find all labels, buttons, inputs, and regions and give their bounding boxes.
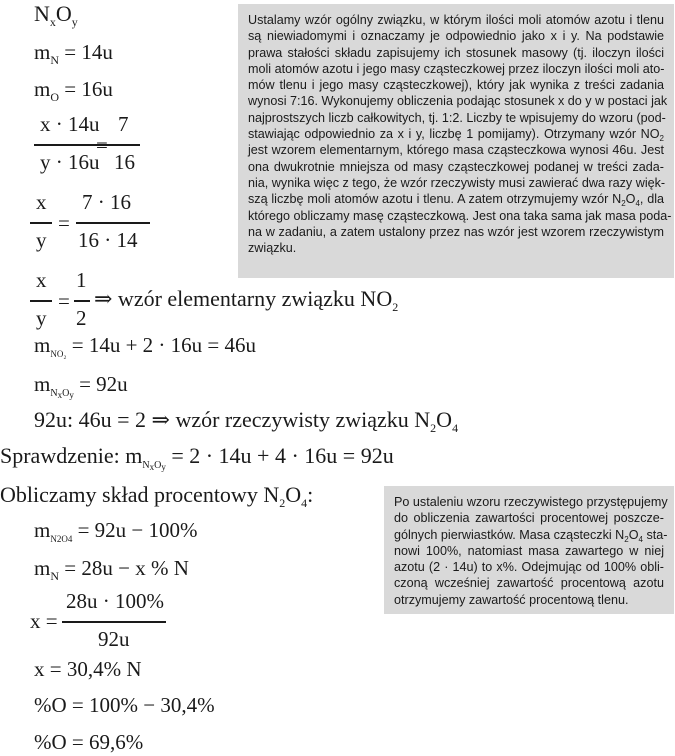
- fraction-bar: [74, 300, 90, 302]
- note-line: wynosi 7:16. Wykonujemy obliczenia podając stosunek x do y w postaci jak: [248, 94, 668, 109]
- formula-n: N: [34, 1, 50, 26]
- sub: 4: [452, 421, 459, 435]
- x-result: x = 30,4% N: [34, 657, 142, 681]
- fraction-numerator: 7: [118, 112, 129, 136]
- fraction-numerator: x: [36, 268, 47, 292]
- equals-sign: =: [58, 211, 70, 235]
- note-line: prawa stałości składu zapisujemy ich stosunek masowy (tj. iloczyn ilości: [248, 45, 664, 60]
- note-text: szą liczbę moli atomów azotu i tlenu. A zatem otrzymujemy wzór N: [248, 192, 622, 207]
- formula-y: y: [71, 15, 78, 29]
- check-prefix: Sprawdzenie: m: [0, 443, 143, 468]
- sub-n: N: [50, 388, 58, 399]
- mass-sub: N: [50, 569, 60, 583]
- note-sub: 4: [635, 199, 640, 209]
- oxygen-result: %O = 69,6%: [34, 730, 144, 754]
- fraction-bar: [76, 222, 150, 224]
- fraction-bar: [30, 222, 52, 224]
- elementary-formula-text: [94, 286, 399, 314]
- note-line: nia, wynika więc z tego, że wzór rzeczywisty musi zawierać dwa razy więk-: [248, 175, 666, 190]
- note-line: [248, 126, 664, 142]
- mass-n2o4-line: [34, 518, 198, 542]
- formula-x: x: [49, 15, 56, 29]
- note-line: ona dwukrotnie mniejsza od masy cząsteczkowej podanej w treści zada-: [248, 159, 664, 174]
- fraction-bar: [30, 300, 52, 302]
- mass-n-pct-line: [34, 556, 189, 583]
- mass-no2-line: [34, 333, 256, 357]
- equals-sign: =: [58, 289, 70, 313]
- colon: :: [307, 482, 314, 507]
- sub-n: N: [142, 460, 150, 471]
- note-sub: 2: [621, 199, 626, 209]
- fraction-numerator: 28u · 100%: [66, 589, 164, 613]
- mass-label: m: [34, 372, 51, 396]
- fraction-bar: [112, 144, 140, 146]
- fraction-denominator: 16: [114, 150, 135, 174]
- sub-x: x: [149, 462, 155, 472]
- formula-o: O: [55, 1, 72, 26]
- fraction-denominator: 2: [76, 306, 87, 330]
- note-line: na w zadaniu, a zatem ustalony przez nas wzór jest wzorem rzeczywistym: [248, 224, 664, 239]
- check-value: = 2 · 14u + 4 · 16u = 92u: [165, 443, 394, 468]
- note-line: związku.: [248, 241, 297, 256]
- note-line: którego obliczamy masę cząsteczkową. Jest ona taka sama jak masa poda-: [248, 208, 672, 223]
- fraction-numerator: 1: [76, 268, 87, 292]
- mass-label: m: [34, 518, 51, 542]
- note-text: gólnych pierwiastków. Masa cząsteczki N: [394, 527, 625, 542]
- fraction-denominator: y: [36, 228, 47, 252]
- elementary-text: ⇒ wzór elementarny związku NO: [94, 286, 393, 311]
- sub-y: y: [69, 390, 74, 400]
- note-line: Po ustaleniu wzoru rzeczywistego przystępujemy: [394, 495, 668, 509]
- mass-o-line: [34, 77, 113, 104]
- mass-sub: N: [50, 53, 60, 67]
- mass-sub: N2O4: [50, 534, 73, 544]
- real-formula-line: [34, 407, 459, 435]
- sub: 2: [279, 496, 286, 510]
- note-line: Ustalamy wzór ogólny związku, w którym ilości moli atomów azotu i tlenu: [248, 13, 664, 27]
- explanation-box-top: [238, 4, 674, 278]
- note-sub: 2: [624, 534, 629, 544]
- note-line: mów tlenu i jego masy cząsteczkowej), który jak wynika z treści zadania: [248, 78, 664, 93]
- mass-value: = 28u − x % N: [64, 556, 189, 580]
- sub: 2: [430, 421, 437, 435]
- mass-label: m: [34, 556, 51, 580]
- sub-o: O: [154, 460, 162, 471]
- note-line: do obliczenia zawartości procentowej poszcze-: [394, 511, 664, 526]
- formula-o: O: [285, 482, 302, 507]
- equals-sign: =: [96, 133, 108, 157]
- fraction-denominator: 16 · 14: [78, 228, 138, 252]
- mass-value: = 16u: [64, 77, 113, 101]
- note-line: są niewiadomymi i oznaczamy je odpowiednio jako x i y. Na podstawie: [248, 29, 664, 44]
- formula-o: O: [436, 407, 453, 432]
- heading-text: Obliczamy skład procentowy N: [0, 482, 280, 507]
- x-equals: x =: [30, 609, 58, 633]
- note-sub: 4: [638, 534, 643, 544]
- explanation-box-bottom: [384, 486, 674, 614]
- fraction-numerator: x · 14u: [40, 112, 100, 136]
- oxygen-calc: %O = 100% − 30,4%: [34, 693, 215, 717]
- fraction-bar: [62, 621, 166, 623]
- percent-heading: [0, 482, 314, 510]
- mass-value: = 14u + 2 · 16u = 46u: [71, 333, 257, 357]
- mass-sub: NO₂: [50, 349, 67, 359]
- mass-label: m: [34, 40, 51, 64]
- mass-sub: [50, 388, 73, 399]
- note-text: sta-: [642, 527, 668, 542]
- sub-o: O: [62, 388, 70, 399]
- note-text: stawiając odpowiednio za x i y, liczbę 1 pomijamy). Otrzymany wzór NO: [248, 127, 660, 142]
- check-line: [0, 443, 394, 472]
- general-formula: [34, 1, 78, 29]
- note-line: [394, 527, 668, 544]
- note-line: najprostszych liczb całkowitych, tj. 1:2. Liczby te wpisujemy do wzoru (pod-: [248, 110, 666, 125]
- mass-sub: O: [50, 90, 60, 104]
- note-line: azotu (2 · 14u) to x%. Odejmując od 100% obli-: [394, 560, 664, 575]
- mass-value: = 92u − 100%: [77, 518, 198, 542]
- note-line: moli atomów azotu i jego masy cząsteczkowej przez iloczyn ilości moli ato-: [248, 61, 665, 76]
- mass-label: m: [34, 77, 51, 101]
- elementary-sub: 2: [392, 300, 399, 314]
- mass-label: m: [34, 333, 51, 357]
- mass-value: = 92u: [79, 372, 128, 396]
- sub-y: y: [161, 462, 166, 472]
- note-text: , dla: [639, 192, 664, 207]
- note-line: nowi 100%, natomiast masa zawartego w niej: [394, 543, 664, 558]
- sub-x: x: [57, 390, 63, 400]
- note-text: O: [625, 192, 636, 207]
- real-formula-text: 92u: 46u = 2 ⇒ wzór rzeczywisty związku N: [34, 407, 431, 432]
- note-line: [248, 191, 664, 207]
- fraction-numerator: 7 · 16: [82, 190, 131, 214]
- mass-n-line: [34, 40, 113, 67]
- note-text: O: [628, 527, 639, 542]
- fraction-denominator: y: [36, 306, 47, 330]
- note-line: otrzymujemy zawartość procentową tlenu.: [394, 592, 629, 607]
- fraction-denominator: y · 16u: [40, 150, 100, 174]
- fraction-numerator: x: [36, 190, 47, 214]
- note-line: czoną wcześniej zawartość procentową azotu: [394, 576, 664, 591]
- mass-nxoy-line: [34, 372, 128, 400]
- sub: 4: [301, 496, 308, 510]
- check-sub: [142, 460, 165, 471]
- note-line: jest wzorem elementarnym, którego masa cząsteczkowa wynosi 46u. Jest: [248, 143, 664, 158]
- fraction-denominator: 92u: [98, 627, 130, 651]
- mass-value: = 14u: [64, 40, 113, 64]
- note-sub: 2: [659, 134, 664, 144]
